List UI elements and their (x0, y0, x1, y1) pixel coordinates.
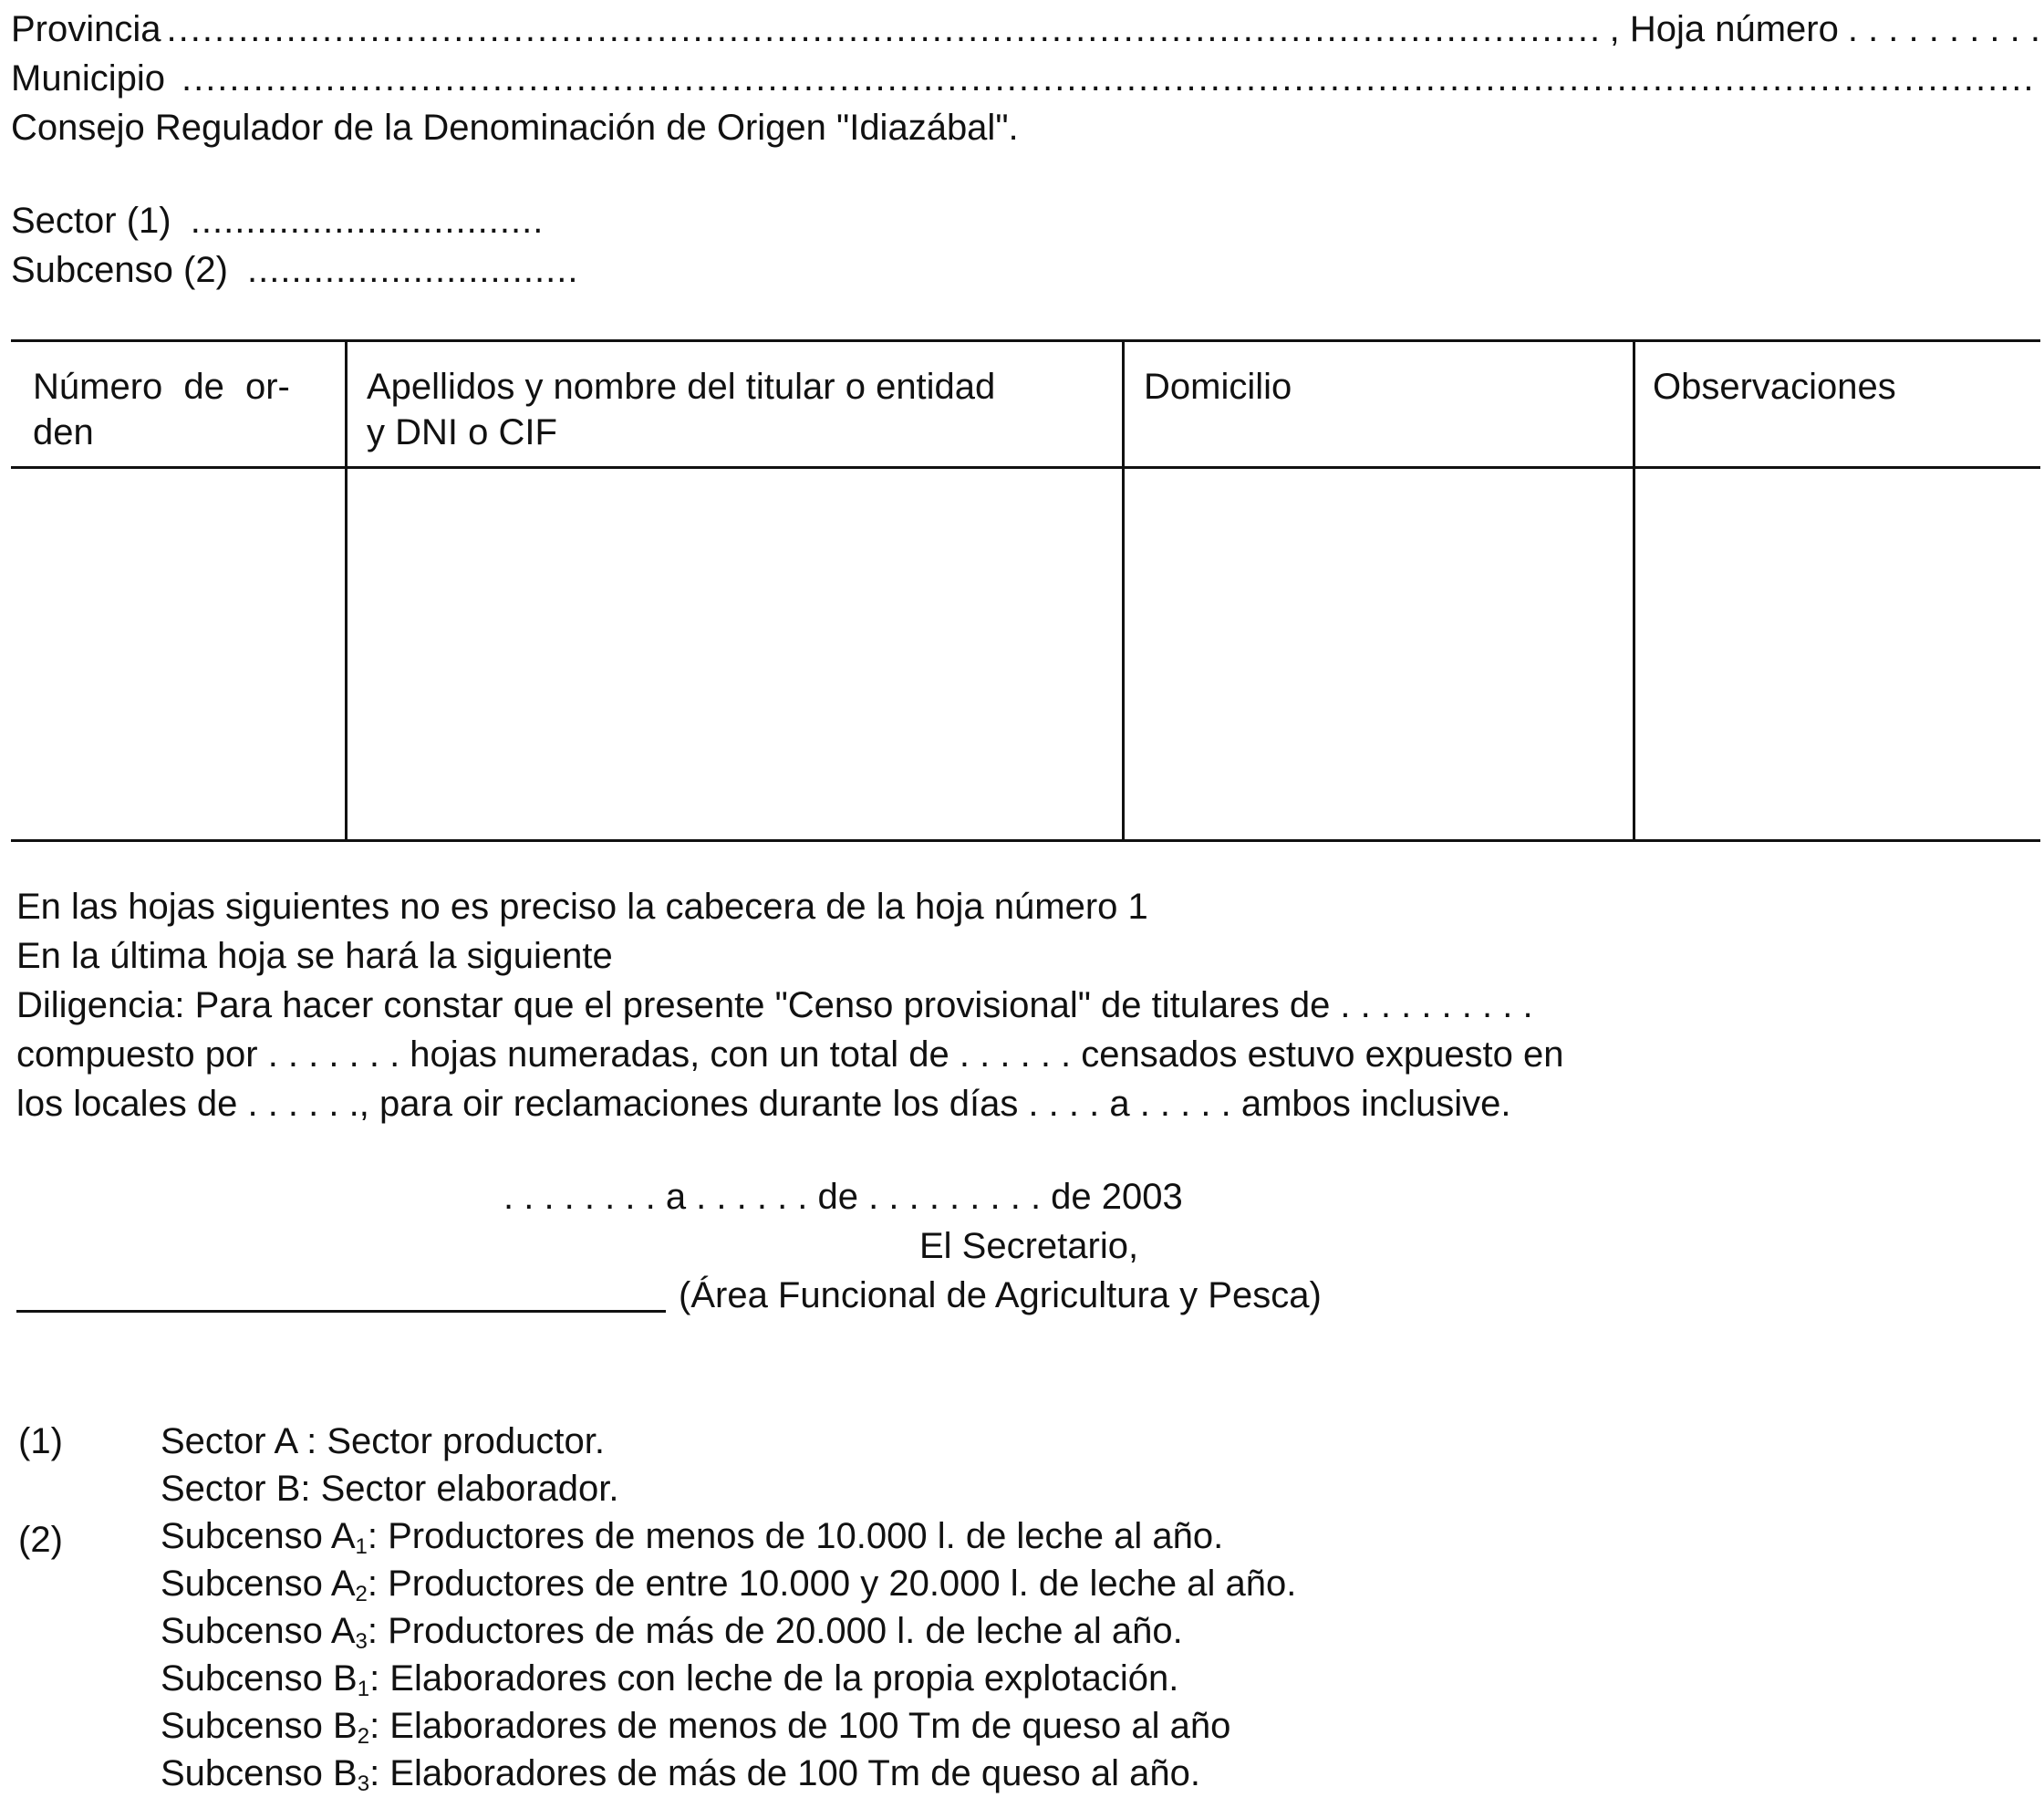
header-line: y DNI o CIF (367, 412, 557, 452)
subcenso-label: Subcenso (2) (11, 250, 228, 290)
subcenso-base: Subcenso B (161, 1658, 358, 1699)
subcenso-description: : Productores de más de 20.000 l. de leche al año. (367, 1611, 1183, 1651)
subcenso-subscript: 2 (355, 1582, 368, 1606)
footnote-marker-1: (1) (18, 1421, 63, 1461)
subcenso-base: Subcenso A (161, 1564, 356, 1604)
subcenso-subscript: 3 (355, 1629, 368, 1654)
provincia-label: Provincia (11, 9, 161, 49)
subcenso-description: : Elaboradores de menos de 100 Tm de queso al año (369, 1706, 1231, 1746)
header-line: Apellidos y nombre del titular o entidad (367, 367, 996, 407)
subcenso-subscript: 1 (355, 1534, 368, 1559)
municipio-line (11, 57, 2040, 100)
instruction-line: En las hojas siguientes no es preciso la cabecera de la hoja número 1 (16, 887, 1148, 927)
header-line: den (33, 412, 94, 452)
secretario-title: El Secretario, (919, 1226, 1139, 1266)
subcenso-description: : Productores de entre 10.000 y 20.000 l. de leche al año. (367, 1564, 1297, 1604)
subcenso-base: Subcenso B (161, 1753, 358, 1793)
census-table (11, 339, 2040, 842)
signature-line (16, 1310, 666, 1313)
header-line: Número de or- (33, 367, 290, 407)
provincia-line (11, 7, 2040, 51)
sector-dots: ................................ (190, 201, 545, 241)
municipio-fill-dots (182, 57, 2035, 100)
date-place-line: . . . . . . . . a . . . . . . de . . . . . . . . . de 2003 (503, 1177, 1183, 1217)
footnote-marker-2: (2) (18, 1520, 63, 1560)
instruction-line: En la última hoja se hará la siguiente (16, 936, 613, 976)
sector-label: Sector (1) (11, 201, 171, 241)
subcenso-description: : Productores de menos de 10.000 l. de leche al año. (367, 1516, 1224, 1556)
hoja-numero-dots: . . . . . . . . . . (1847, 9, 2040, 49)
subcenso-description: : Elaboradores de más de 100 Tm de queso al año. (369, 1753, 1201, 1793)
subcenso-line (11, 248, 578, 292)
header-domicilio (1144, 364, 1618, 410)
footnote-subcenso-b3 (161, 1750, 1200, 1808)
subcenso-subscript: 2 (357, 1724, 370, 1749)
diligencia-line: compuesto por . . . . . . . hojas numeradas, con un total de . . . . . . censados estuvo expuesto en (16, 1034, 1564, 1075)
sector-line (11, 199, 544, 243)
subcenso-subscript: 3 (357, 1772, 370, 1796)
subcenso-subscript: 1 (357, 1677, 370, 1701)
consejo-regulador-text: Consejo Regulador de la Denominación de Origen "Idiazábal". (11, 108, 1019, 148)
diligencia-line: Diligencia: Para hacer constar que el presente "Censo provisional" de titulares de . . . . . . . . . . (16, 985, 1533, 1025)
diligencia-line: los locales de . . . . . ., para oir reclamaciones durante los días . . . . a . . . . . ambos inclusive. (16, 1084, 1511, 1124)
header-observaciones (1653, 364, 2036, 410)
subcenso-description: : Elaboradores con leche de la propia explotación. (369, 1658, 1179, 1699)
hoja-numero-label: , Hoja número (1609, 9, 1839, 49)
column-divider (345, 342, 348, 839)
municipio-label: Municipio (11, 58, 165, 99)
column-divider (1633, 342, 1635, 839)
subcenso-base: Subcenso A (161, 1611, 356, 1651)
header-apellidos-nombre (367, 364, 1124, 455)
subcenso-base: Subcenso B (161, 1706, 358, 1746)
area-funcional-text: (Área Funcional de Agricultura y Pesca) (679, 1275, 1322, 1315)
subcenso-dots: .............................. (247, 250, 579, 290)
header-line: Domicilio (1144, 367, 1292, 407)
footnote-sector-b: Sector B: Sector elaborador. (161, 1469, 619, 1509)
header-numero-de-orden (33, 364, 334, 455)
subcenso-base: Subcenso A (161, 1516, 356, 1556)
footnote-sector-a: Sector A : Sector productor. (161, 1421, 605, 1461)
header-line: Observaciones (1653, 367, 1896, 407)
provincia-fill-dots (167, 7, 1604, 51)
